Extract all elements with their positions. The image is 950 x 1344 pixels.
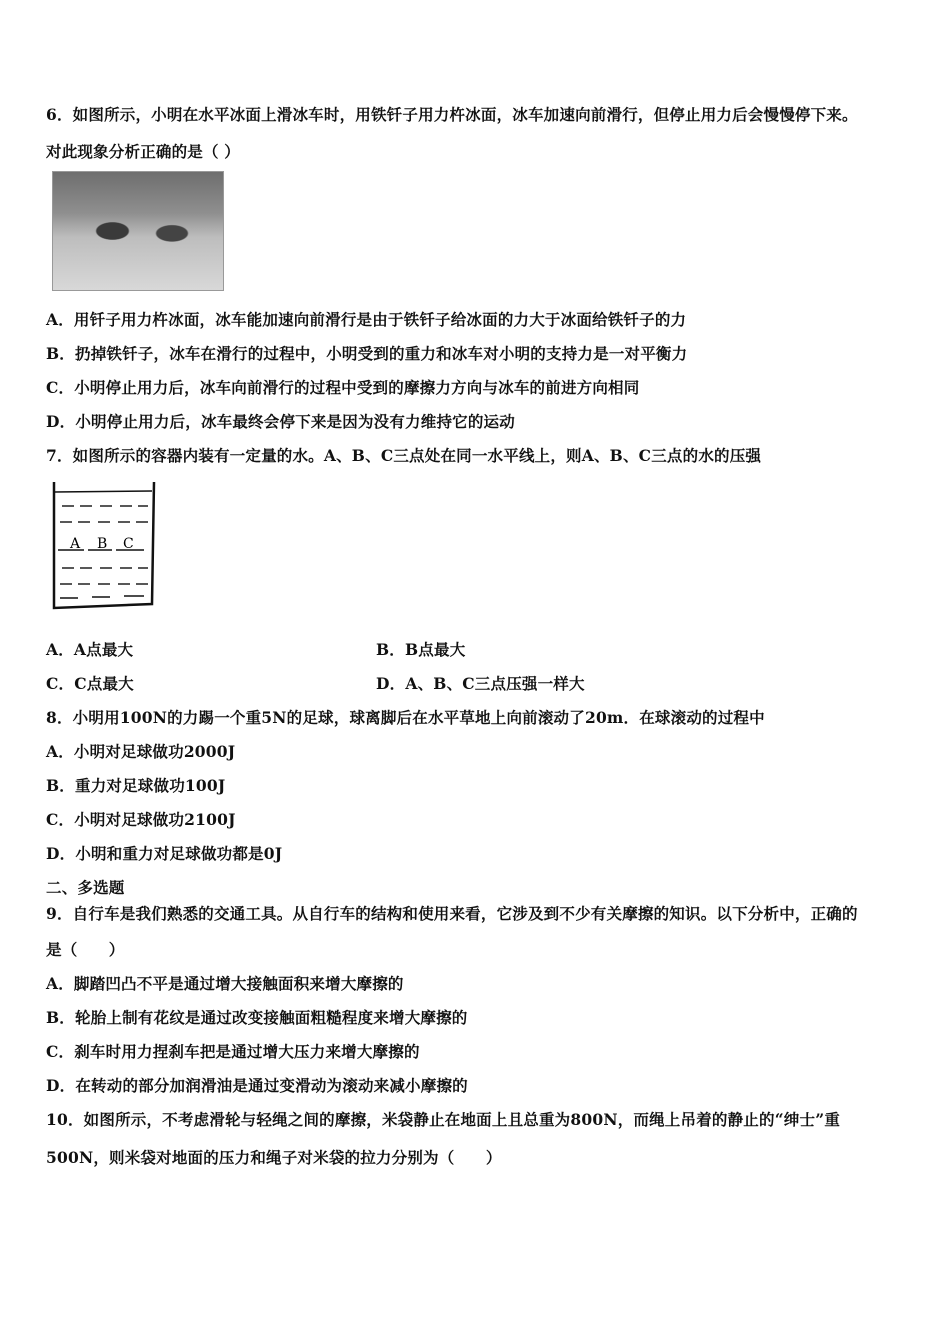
point-b-label: B — [97, 536, 108, 552]
q8-option-d: D．小明和重力对足球做功都是0J — [46, 844, 283, 863]
q7-option-d: D．A、B、C三点压强一样大 — [376, 674, 585, 693]
q7-option-b: B．B点最大 — [376, 640, 466, 659]
q8-option-b: B．重力对足球做功100J — [46, 776, 226, 795]
q6-stem-line1: 6．如图所示，小明在水平冰面上滑冰车时，用铁钎子用力杵冰面，冰车加速向前滑行，但停止用力后会慢慢停下来。 — [46, 105, 858, 124]
point-c-label: C — [123, 536, 134, 552]
q9-stem-line1: 9．自行车是我们熟悉的交通工具。从自行车的结构和使用来看，它涉及到不少有关摩擦的知识。以下分析中，正确的 — [46, 904, 858, 923]
q7-option-c: C．C点最大 — [46, 674, 134, 693]
q8-option-c: C．小明对足球做功2100J — [46, 810, 236, 829]
q9-option-c: C．刹车时用力捏刹车把是通过增大压力来增大摩擦的 — [46, 1042, 420, 1061]
q9-option-a: A．脚踏凹凸不平是通过增大接触面积来增大摩擦的 — [46, 974, 404, 993]
q6-option-b: B．扔掉铁钎子，冰车在滑行的过程中，小明受到的重力和冰车对小明的支持力是一对平衡力 — [46, 344, 688, 363]
q10-stem-line1: 10．如图所示，不考虑滑轮与轻绳之间的摩擦，米袋静止在地面上且总重为800N，而绳上吊着的静止的“绅士”重 — [46, 1110, 841, 1129]
ice-sled-photo — [52, 171, 224, 291]
point-a-label: A — [70, 536, 81, 552]
q6-option-d: D．小明停止用力后，冰车最终会停下来是因为没有力维持它的运动 — [46, 412, 515, 431]
q8-stem: 8．小明用100N的力踢一个重5N的足球，球离脚后在水平草地上向前滚动了20m．在球滚动的过程中 — [46, 708, 765, 727]
water-container-figure — [48, 478, 160, 612]
q9-option-d: D．在转动的部分加润滑油是通过变滑动为滚动来减小摩擦的 — [46, 1076, 468, 1095]
q8-option-a: A．小明对足球做功2000J — [46, 742, 236, 761]
q6-option-c: C．小明停止用力后，冰车向前滑行的过程中受到的摩擦力方向与冰车的前进方向相同 — [46, 378, 640, 397]
section-heading: 二、多选题 — [46, 878, 125, 897]
q10-stem-line2: 500N，则米袋对地面的压力和绳子对米袋的拉力分别为（ ） — [46, 1148, 502, 1167]
q6-stem-line2: 对此现象分析正确的是（ ） — [46, 142, 240, 161]
q6-option-a: A．用钎子用力杵冰面，冰车能加速向前滑行是由于铁钎子给冰面的力大于冰面给铁钎子的力 — [46, 310, 687, 329]
q7-stem: 7．如图所示的容器内装有一定量的水。A、B、C三点处在同一水平线上，则A、B、C三点的水的压强 — [46, 446, 762, 465]
q9-stem-line2: 是（ ） — [46, 940, 125, 959]
q7-option-a: A．A点最大 — [46, 640, 134, 659]
q9-option-b: B．轮胎上制有花纹是通过改变接触面粗糙程度来增大摩擦的 — [46, 1008, 468, 1027]
